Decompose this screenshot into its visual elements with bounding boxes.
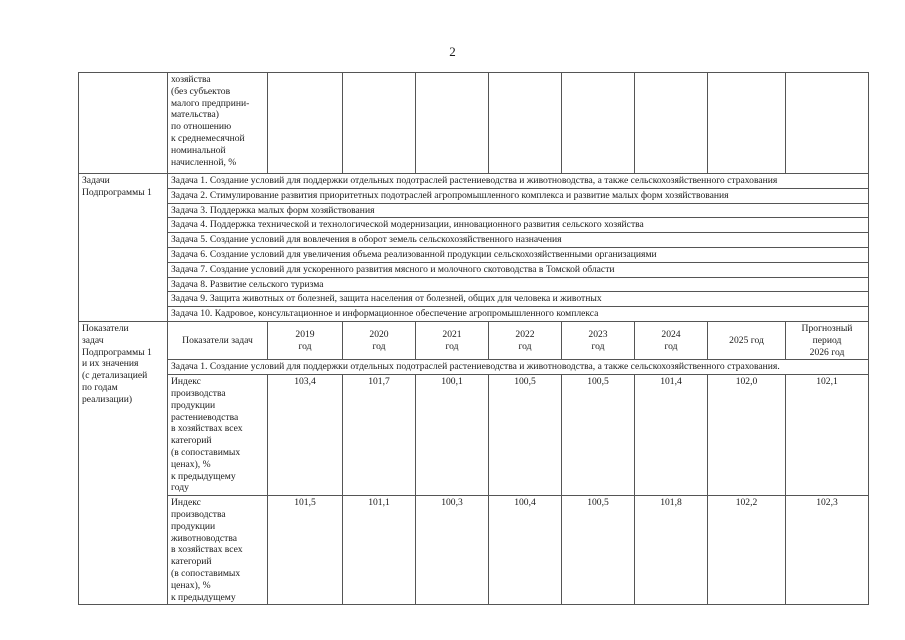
year-header: 2019 год (268, 321, 343, 359)
indicator-value: 100,5 (562, 375, 635, 496)
indicator-value: 101,5 (268, 496, 343, 605)
task-row (79, 203, 869, 218)
empty-cell (79, 73, 168, 174)
task-item: Задача 7. Создание условий для ускоренного развития мясного и молочного скотоводства в Томской области (168, 262, 869, 277)
empty-cell (489, 73, 562, 174)
indicator-task-heading-row (79, 360, 869, 375)
year-header: 2022 год (489, 321, 562, 359)
indicators-header-row (79, 321, 869, 359)
indicator-value: 101,8 (635, 496, 708, 605)
indicator-value: 101,7 (343, 375, 416, 496)
year-header: 2023 год (562, 321, 635, 359)
empty-cell (786, 73, 869, 174)
year-header: 2020 год (343, 321, 416, 359)
year-header-forecast: Прогнозный период 2026 год (786, 321, 869, 359)
empty-cell (562, 73, 635, 174)
year-header: 2024 год (635, 321, 708, 359)
task-row (79, 307, 869, 322)
task-row (79, 174, 869, 189)
indicator-value: 100,1 (416, 375, 489, 496)
year-header: 2021 год (416, 321, 489, 359)
empty-cell (635, 73, 708, 174)
task-row (79, 277, 869, 292)
indicator-value: 100,5 (489, 375, 562, 496)
task-row (79, 262, 869, 277)
indicator-value: 100,4 (489, 496, 562, 605)
task-row (79, 247, 869, 262)
indicator-label: Индекс производства продукции животноводства в хозяйствах всех категорий (в сопоставимых ценах), % к предыдущему (168, 496, 268, 605)
indicator-row (79, 375, 869, 496)
indicator-value: 102,0 (708, 375, 786, 496)
program-table (78, 72, 869, 605)
task-item: Задача 9. Защита животных от болезней, защита населения от болезней, общих для человека и животных (168, 292, 869, 307)
page-number: 2 (449, 44, 456, 59)
task-item: Задача 2. Стимулирование развития приоритетных подотраслей агропромышленного комплекса и развитие малых форм хозяйствования (168, 188, 869, 203)
indicator-value: 100,5 (562, 496, 635, 605)
indicator-value: 101,4 (635, 375, 708, 496)
indicator-value: 101,1 (343, 496, 416, 605)
task-row (79, 218, 869, 233)
year-header: 2025 год (708, 321, 786, 359)
indicator-value: 100,3 (416, 496, 489, 605)
task-row (79, 233, 869, 248)
task-item: Задача 5. Создание условий для вовлечения в оборот земель сельскохозяйственного назначения (168, 233, 869, 248)
indicator-value: 102,2 (708, 496, 786, 605)
task-row (79, 292, 869, 307)
task-row (79, 188, 869, 203)
empty-cell (268, 73, 343, 174)
task-item: Задача 3. Поддержка малых форм хозяйствования (168, 203, 869, 218)
task-item: Задача 8. Развитие сельского туризма (168, 277, 869, 292)
indicator-task-heading: Задача 1. Создание условий для поддержки отдельных подотраслей растениеводства и животноводства, а также сельскохозяйственного страхования. (168, 360, 869, 375)
indicator-value: 102,1 (786, 375, 869, 496)
continuation-label: хозяйства (без субъектов малого предприни- мательства) по отношению к среднемесячной номинальной начисленной, % (168, 73, 268, 174)
indicator-row (79, 496, 869, 605)
indicators-header-label: Показатели задач (168, 321, 268, 359)
indicator-value: 103,4 (268, 375, 343, 496)
empty-cell (708, 73, 786, 174)
indicators-section-label: Показатели задач Подпрограммы 1 и их значения (с детализацией по годам реализации) (79, 321, 168, 604)
empty-cell (343, 73, 416, 174)
task-item: Задача 4. Поддержка технической и технологической модернизации, инновационного развития сельского хозяйства (168, 218, 869, 233)
task-item: Задача 10. Кадровое, консультационное и информационное обеспечение агропромышленного комплекса (168, 307, 869, 322)
indicator-value: 102,3 (786, 496, 869, 605)
tasks-section-label: Задачи Подпрограммы 1 (79, 174, 168, 322)
continuation-row (79, 73, 869, 174)
task-item: Задача 6. Создание условий для увеличения объема реализованной продукции сельскохозяйственными организациями (168, 247, 869, 262)
task-item: Задача 1. Создание условий для поддержки отдельных подотраслей растениеводства и животноводства, а также сельскохозяйственного страхования (168, 174, 869, 189)
empty-cell (416, 73, 489, 174)
indicator-label: Индекс производства продукции растениеводства в хозяйствах всех категорий (в сопоставимых ценах), % к предыдущему году (168, 375, 268, 496)
